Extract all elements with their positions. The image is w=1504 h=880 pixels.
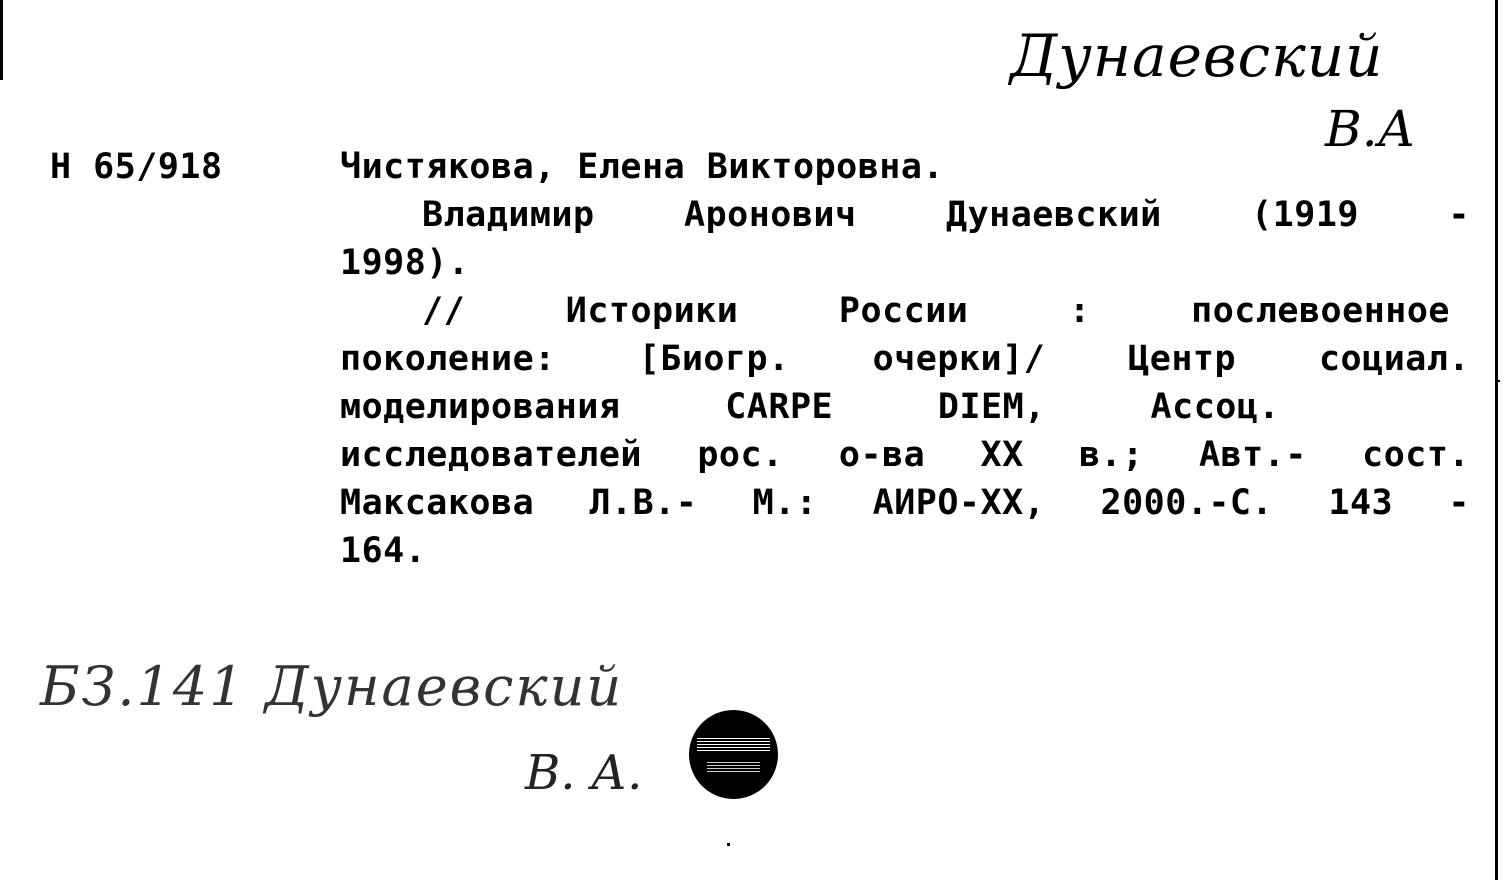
word: : bbox=[1068, 291, 1091, 331]
word: - bbox=[1448, 195, 1470, 235]
word: Ассоц. bbox=[1150, 387, 1280, 427]
word: 143 bbox=[1328, 483, 1394, 523]
word: очерки]/ bbox=[872, 339, 1046, 379]
card-left-edge bbox=[0, 0, 3, 80]
word: Максакова bbox=[340, 483, 535, 523]
word: XX bbox=[980, 435, 1024, 475]
speck bbox=[727, 843, 730, 846]
word: (1919 bbox=[1251, 195, 1359, 235]
word: DIEM, bbox=[937, 387, 1046, 427]
word: Аронович bbox=[684, 195, 857, 235]
word: послевоенное bbox=[1191, 291, 1450, 331]
word: исследователей bbox=[340, 435, 643, 475]
word: моделирования bbox=[340, 387, 621, 427]
author-heading: Чистякова, Елена Викторовна. bbox=[340, 147, 945, 187]
punch-hole bbox=[689, 710, 778, 799]
word: [Биогр. bbox=[638, 339, 790, 379]
entry-line bbox=[340, 239, 1470, 287]
entry-line bbox=[340, 431, 1470, 479]
entry-line bbox=[340, 143, 1470, 191]
entry-line bbox=[340, 191, 1470, 239]
word: Дунаевский bbox=[946, 195, 1162, 235]
word: CARPE bbox=[725, 387, 834, 427]
word: рос. bbox=[697, 435, 784, 475]
word: 164. bbox=[340, 531, 427, 571]
handwritten-subject-initials: В.А bbox=[1325, 100, 1416, 158]
bibliographic-entry bbox=[340, 143, 1470, 575]
word: Историки bbox=[565, 291, 739, 331]
word: // bbox=[422, 291, 466, 331]
card-right-edge bbox=[1495, 0, 1498, 880]
word: о-ва bbox=[838, 435, 926, 475]
word: Владимир bbox=[422, 195, 595, 235]
word: в.; bbox=[1078, 435, 1144, 475]
handwritten-subject-name: Дунаевский bbox=[1010, 22, 1384, 90]
word: - bbox=[1448, 483, 1470, 523]
handwritten-shelf-initials: В. А. bbox=[525, 745, 643, 801]
word: Центр bbox=[1128, 339, 1237, 379]
entry-line bbox=[340, 383, 1470, 431]
word: АИРО-XX, bbox=[872, 483, 1046, 523]
handwritten-shelf-mark: БЗ.141 Дунаевский bbox=[40, 655, 624, 718]
word: России bbox=[838, 291, 969, 331]
entry-line bbox=[340, 287, 1470, 335]
word: 1998). bbox=[340, 243, 470, 283]
word: Авт.- bbox=[1198, 435, 1307, 475]
entry-line bbox=[340, 527, 1470, 575]
word: сост. bbox=[1362, 435, 1470, 475]
entry-line bbox=[340, 335, 1470, 383]
word: поколение: bbox=[340, 339, 556, 379]
call-number: Н 65/918 bbox=[50, 147, 223, 187]
word: Л.В.- bbox=[589, 483, 698, 523]
speck bbox=[1498, 380, 1500, 382]
word: М.: bbox=[752, 483, 818, 523]
word: 2000.-С. bbox=[1100, 483, 1274, 523]
word: социал. bbox=[1318, 339, 1470, 379]
entry-line bbox=[340, 479, 1470, 527]
